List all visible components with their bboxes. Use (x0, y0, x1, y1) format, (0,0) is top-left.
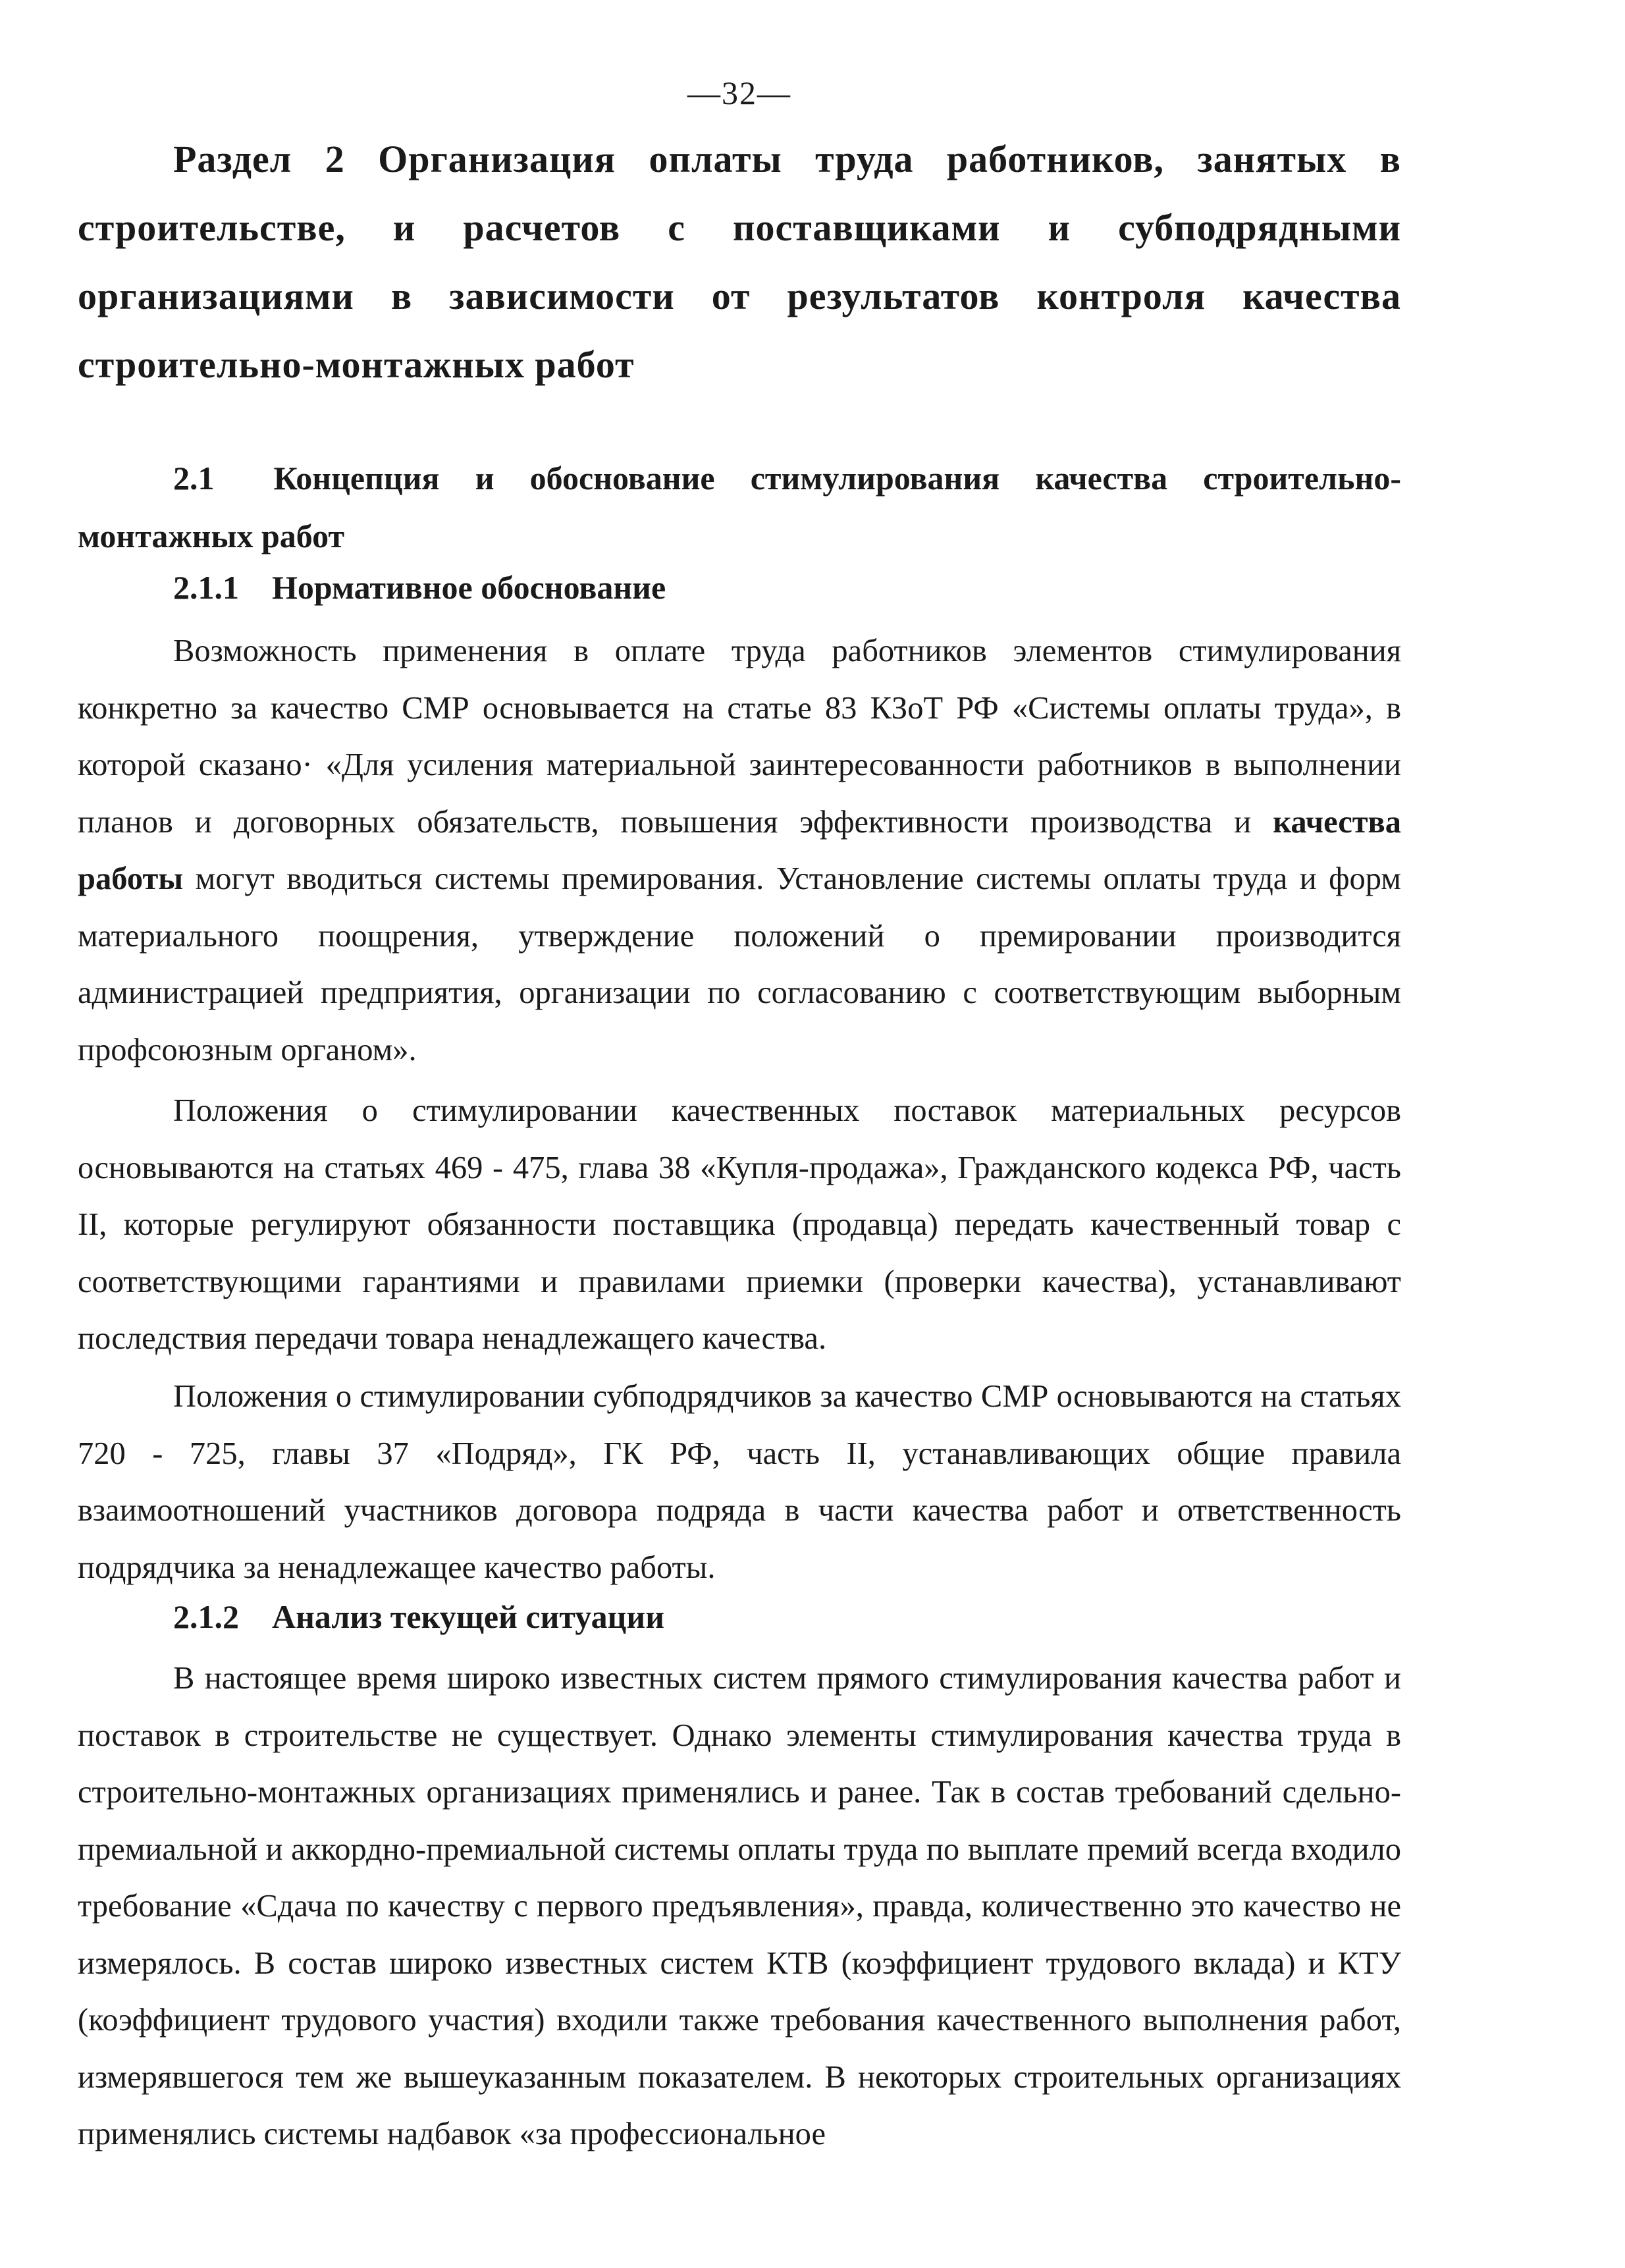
page-number: —32— (687, 74, 791, 111)
subsection-title: Нормативное обоснование (272, 569, 666, 606)
section-title-text: Раздел 2 Организация оплаты труда работников, занятых в строительстве, и расчетов с поставщиками и субподрядными организациями в зависимости от результатов контроля качества строительно-монтажных работ (78, 138, 1401, 386)
subsection-title: Анализ текущей ситуации (272, 1598, 665, 1635)
subsection-title: Концепция и обоснование стимулирования качества строительно-монтажных работ (78, 460, 1401, 554)
subsection-number: 2.1.1 (173, 569, 239, 606)
paragraph-text: Возможность применения в оплате труда работников элементов стимулирования конкретно за качество СМР основывается на статье 83 КЗоТ РФ «Системы оплаты труда», в которой сказано· «Для усиления материальной заинтересованности работников в выполнении планов и договорных обязательств, повышения эффективности производства и (78, 634, 1401, 840)
section-title (78, 125, 1401, 399)
subsection-heading-2-1-2 (173, 1597, 664, 1636)
paragraph: В настоящее время широко известных систем прямого стимулирования качества работ и поставок в строительстве не существует. Однако элементы стимулирования качества труда в строительно-монтажных организациях применялись и ранее. Так в состав требований сдельно-премиальной и аккордно-премиальной системы оплаты труда по выплате премий всегда входило требование «Сдача по качеству с первого предъявления», правда, количественно это качество не измерялось. В состав широко известных систем КТВ (коэффициент трудового вклада) и КТУ (коэффициент трудового участия) входили также требования качественного выполнения работ, измерявшегося тем же вышеуказанным показателем. В некоторых строительных организациях применялись системы надбавок «за профессиональное (78, 1661, 1401, 2151)
subsection-number: 2.1 (173, 460, 215, 497)
subsection-heading-2-1 (78, 449, 1401, 565)
subsection-heading-2-1-1 (173, 568, 666, 607)
subsection-number: 2.1.2 (173, 1598, 239, 1635)
paragraph: Положения о стимулировании качественных поставок материальных ресурсов основываются на статьях 469 - 475, глава 38 «Купля-продажа», Гражданского кодекса РФ, часть II, которые регулируют обязанности поставщика (продавца) передать качественный товар с соответствующими гарантиями и правилами приемки (проверки качества), устанавливают последствия передачи товара ненадлежащего качества. (78, 1093, 1401, 1356)
paragraph (78, 623, 1401, 1079)
document-page (78, 0, 1401, 2268)
paragraph-text: могут вводиться системы премирования. Установление системы оплаты труда и форм материального поощрения, утверждение положений о премировании производится администрацией предприятия, организации по согласованию с соответствующим выборным профсоюзным органом». (78, 861, 1401, 1067)
paragraph: Положения о стимулировании субподрядчиков за качество СМР основываются на статьях 720 - 725, главы 37 «Подряд», ГК РФ, часть II, устанавливающих общие правила взаимоотношений участников договора подряда в части качества работ и ответственность подрядчика за ненадлежащее качество работы. (78, 1379, 1401, 1585)
paragraph-bold-text: качества работы (78, 804, 1401, 896)
